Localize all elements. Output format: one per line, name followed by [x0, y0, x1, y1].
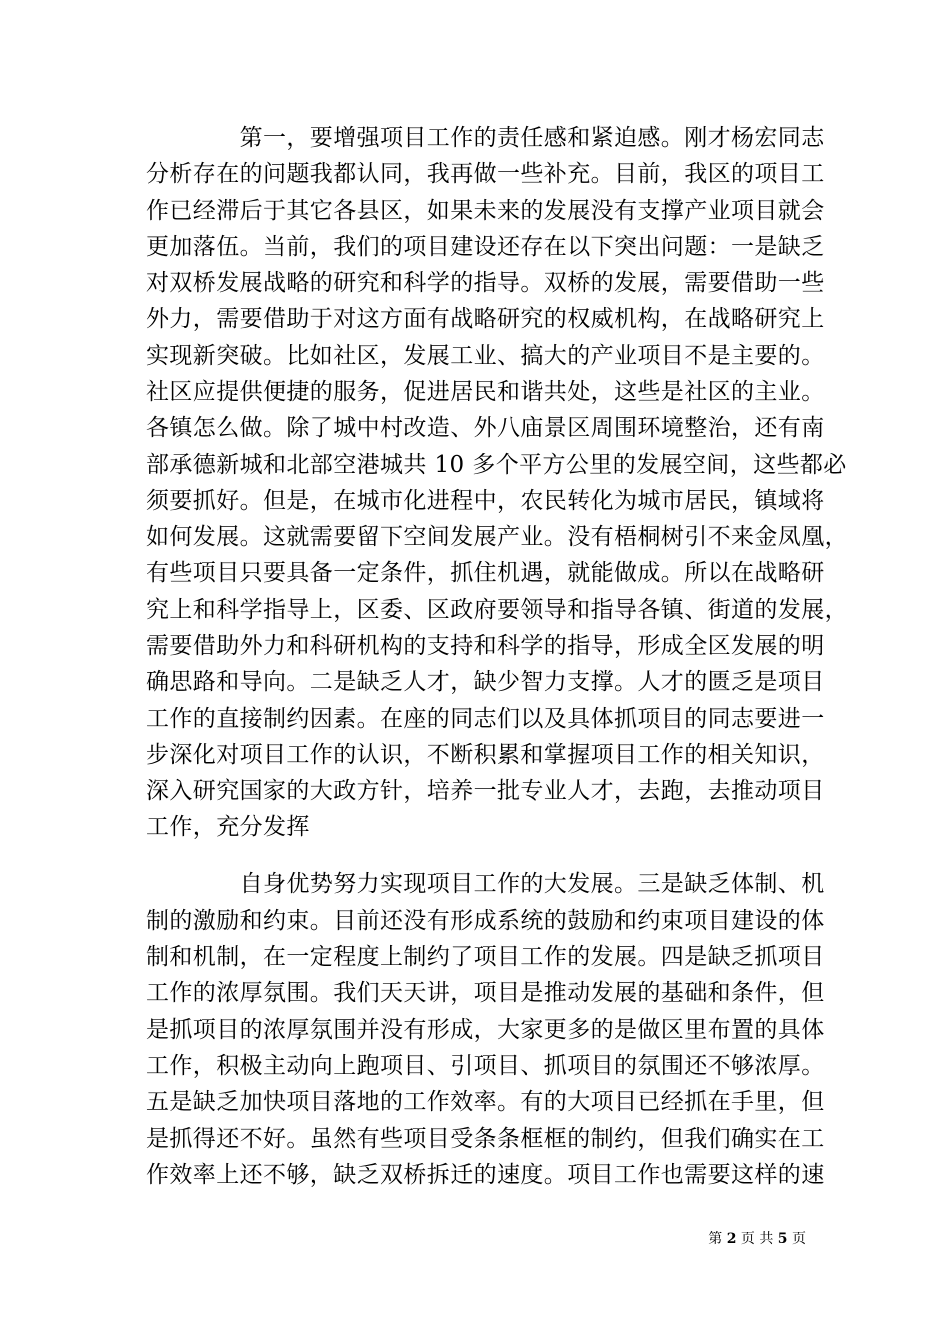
text-line: 分析存在的问题我都认同，我再做一些补充。目前，我区的项目工 — [146, 161, 825, 187]
current-page-number: 2 — [726, 1231, 737, 1247]
footer-prefix: 第 — [708, 1231, 727, 1247]
text-line: 如何发展。这就需要留下空间发展产业。没有梧桐树引不来金凤凰， — [146, 524, 848, 550]
text-line: 是抓项目的浓厚氛围并没有形成，大家更多的是做区里布置的具体 — [146, 1017, 825, 1043]
text-line: 需要借助外力和科研机构的支持和科学的指导，形成全区发展的明 — [146, 633, 825, 659]
text-line: 五是缺乏加快项目落地的工作效率。有的大项目已经抓在手里，但 — [146, 1089, 825, 1115]
text-line: 实现新突破。比如社区，发展工业、搞大的产业项目不是主要的。 — [146, 343, 825, 369]
text-line: 外力，需要借助于对这方面有战略研究的权威机构，在战略研究上 — [146, 306, 825, 332]
text-line: 自身优势努力实现项目工作的大发展。三是缺乏体制、机 — [146, 871, 825, 897]
text-line: 更加落伍。当前，我们的项目建设还存在以下突出问题：一是缺乏 — [146, 234, 825, 260]
text-line: 确思路和导向。二是缺乏人才，缺少智力支撑。人才的匮乏是项目 — [146, 669, 825, 695]
text-line: 工作，充分发挥 — [146, 814, 310, 840]
text-line: 社区应提供便捷的服务，促进居民和谐共处，这些是社区的主业。 — [146, 379, 825, 405]
text-line: 作已经滞后于其它各县区，如果未来的发展没有支撑产业项目就会 — [146, 198, 825, 224]
text-line: 对双桥发展战略的研究和科学的指导。双桥的发展，需要借助一些 — [146, 270, 825, 296]
text-line: 工作，积极主动向上跑项目、引项目、抓项目的氛围还不够浓厚。 — [146, 1053, 825, 1079]
footer-middle: 页 共 — [736, 1231, 778, 1247]
text-line: 部承德新城和北部空港城共 10 多个平方公里的发展空间，这些都必 — [146, 452, 847, 478]
text-line: 深入研究国家的大政方针，培养一批专业人才，去跑，去推动项目 — [146, 778, 825, 804]
text-line: 作效率上还不够，缺乏双桥拆迁的速度。项目工作也需要这样的速 — [146, 1162, 825, 1188]
text-line: 须要抓好。但是，在城市化进程中，农民转化为城市居民，镇域将 — [146, 488, 825, 514]
text-line: 步深化对项目工作的认识，不断积累和掌握项目工作的相关知识， — [146, 742, 825, 768]
text-line: 制和机制，在一定程度上制约了项目工作的发展。四是缺乏抓项目 — [146, 944, 825, 970]
text-line: 是抓得还不好。虽然有些项目受条条框框的制约，但我们确实在工 — [146, 1126, 825, 1152]
total-pages-number: 5 — [777, 1231, 788, 1247]
text-line: 制的激励和约束。目前还没有形成系统的鼓励和约束项目建设的体 — [146, 908, 825, 934]
text-line: 第一，要增强项目工作的责任感和紧迫感。刚才杨宏同志 — [146, 125, 825, 151]
page-footer — [0, 1230, 806, 1248]
text-line: 工作的直接制约因素。在座的同志们以及具体抓项目的同志要进一 — [146, 706, 825, 732]
text-line: 有些项目只要具备一定条件，抓住机遇，就能做成。所以在战略研 — [146, 560, 825, 586]
footer-suffix: 页 — [787, 1231, 806, 1247]
text-line: 究上和科学指导上，区委、区政府要领导和指导各镇、街道的发展， — [146, 597, 848, 623]
text-line: 各镇怎么做。除了城中村改造、外八庙景区周围环境整治，还有南 — [146, 415, 825, 441]
text-line: 工作的浓厚氛围。我们天天讲，项目是推动发展的基础和条件，但 — [146, 980, 825, 1006]
